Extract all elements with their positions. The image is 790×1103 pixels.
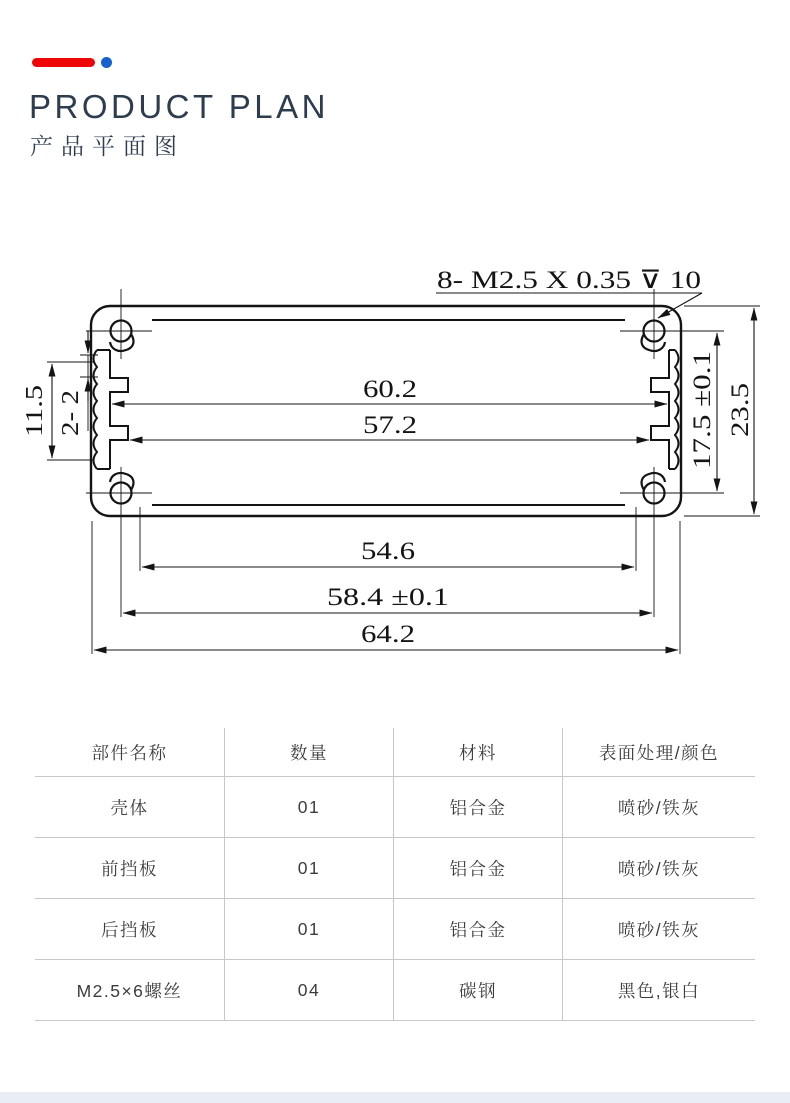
dim-overall-height: 23.5 (727, 393, 754, 437)
dim-screw-hole-span: 58.4 ±0.1 (327, 584, 449, 611)
enclosure-profile (91, 306, 681, 516)
table-cell: M2.5×6螺丝 (35, 960, 225, 1021)
table-cell: 碳钢 (394, 960, 563, 1021)
page-title: PRODUCT PLAN (29, 88, 329, 125)
table-cell: 喷砂/铁灰 (563, 838, 755, 899)
parts-table (35, 728, 755, 1021)
table-cell: 后挡板 (35, 899, 225, 960)
table-cell: 黑色,银白 (563, 960, 755, 1021)
table-cell: 前挡板 (35, 838, 225, 899)
table-cell: 铝合金 (394, 899, 563, 960)
table-cell: 壳体 (35, 777, 225, 838)
blue-accent-dot (101, 57, 112, 68)
dim-rib-pitch: 2- 2 (58, 398, 84, 436)
right-knurl (675, 350, 679, 469)
table-cell: 铝合金 (394, 838, 563, 899)
dim-slot-inner-width: 57.2 (363, 412, 417, 439)
col-header-quantity: 数量 (225, 728, 394, 777)
red-accent-dash (32, 58, 95, 67)
table-cell: 01 (225, 777, 394, 838)
col-header-part-name: 部件名称 (35, 728, 225, 777)
page-subtitle: 产品平面图 (30, 133, 185, 159)
footer-bar (0, 1092, 790, 1103)
dim-left-band-height: 11.5 (22, 395, 48, 437)
col-header-finish-color: 表面处理/颜色 (563, 728, 755, 777)
technical-drawing (0, 245, 790, 657)
callout-label: 8- M2.5 X 0.35 ⊽ 10 (437, 267, 701, 294)
dim-screw-hole-height-span: 17.5 ±0.1 (689, 374, 716, 469)
dim-top-inner-width: 60.2 (363, 376, 417, 403)
table-cell: 04 (225, 960, 394, 1021)
table-cell: 喷砂/铁灰 (563, 899, 755, 960)
col-header-material: 材料 (394, 728, 563, 777)
table-cell: 01 (225, 838, 394, 899)
table-cell: 01 (225, 899, 394, 960)
table-cell: 喷砂/铁灰 (563, 777, 755, 838)
left-knurl (94, 350, 98, 469)
dim-bottom-inner-width: 54.6 (361, 538, 415, 565)
dim-overall-width: 64.2 (361, 621, 415, 648)
table-cell: 铝合金 (394, 777, 563, 838)
